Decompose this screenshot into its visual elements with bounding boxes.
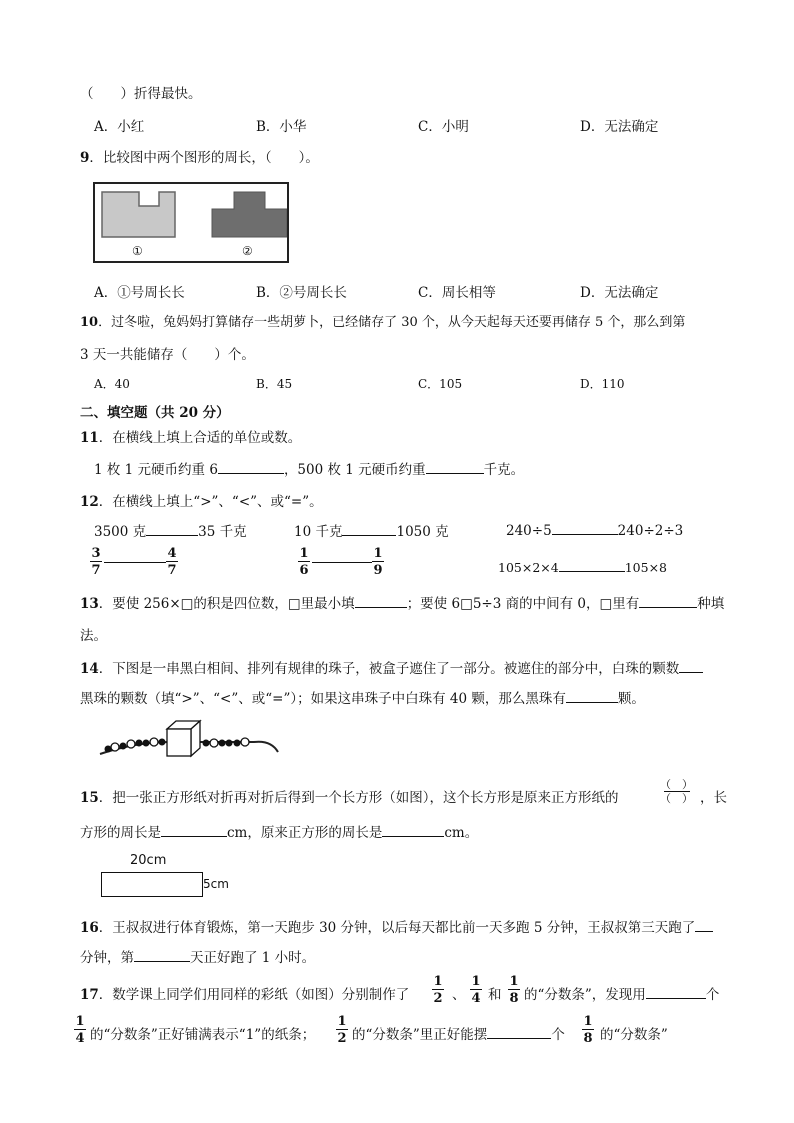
q17-part-a: [80, 983, 409, 1003]
q17-text-d: 的“分数条”正好铺满表示“1”的纸条；: [90, 1027, 316, 1043]
q12-fraction-4-7: [166, 546, 178, 578]
q16-part-b: 分钟，第: [80, 950, 134, 966]
rect-height-label: 5cm: [203, 877, 229, 891]
q17-fraction-1-2-b: [336, 1014, 348, 1046]
q16-number: 16: [80, 920, 99, 936]
q15-part-c: 方形的周长是: [80, 825, 161, 841]
q17-part-b: [524, 983, 719, 1003]
q8-option-d[interactable]: D．无法确定: [580, 119, 659, 135]
q9-text: ．比较图中两个图形的周长，（ ）。: [89, 150, 319, 166]
q15-number: 15: [80, 790, 99, 806]
q17-text-f: 个: [551, 1027, 565, 1043]
q9-stem: [80, 146, 319, 166]
beads-right: [203, 738, 250, 747]
q8-option-b[interactable]: B．小华: [256, 119, 307, 135]
q15-part-e: cm。: [444, 825, 479, 841]
q15-line2: [80, 821, 478, 841]
beads-left: [105, 738, 166, 753]
q12-2-right: 1050 克: [396, 524, 449, 540]
q17-fraction-1-2: [432, 974, 444, 1006]
q12-blank-2[interactable]: [342, 521, 396, 536]
q9-option-b[interactable]: B．②号周长长: [256, 285, 347, 301]
q12-1-left: 3500 克: [94, 524, 147, 540]
q17-sep-2: 和: [488, 987, 502, 1003]
q12-6-right: 105×8: [624, 560, 668, 575]
q11-part-b: ，500 枚 1 元硬币约重: [283, 462, 426, 478]
denominator-blank[interactable]: （ ）: [660, 792, 693, 805]
q17-number: 17: [80, 987, 99, 1003]
q14-part-b: 黑珠的颗数（填“>”、“<”、或“=”）；如果这串珠子中白珠有 40 颗，那么黑珠有: [80, 691, 566, 707]
numerator: 1: [583, 1014, 593, 1029]
shape-2: [212, 192, 287, 237]
q17-text-e: 的“分数条”里正好能摆: [352, 1027, 488, 1043]
q12-item-6: [498, 557, 667, 575]
q16-blank-1[interactable]: [695, 917, 713, 932]
q17-fraction-1-8-b: [582, 1014, 594, 1046]
numerator: 1: [337, 1014, 347, 1029]
q10-option-c[interactable]: C．105: [418, 377, 463, 391]
q9-option-c[interactable]: C．周长相等: [418, 285, 496, 301]
denominator: 7: [167, 563, 177, 578]
q12-number: 12: [80, 494, 99, 510]
bead-string-figure: [96, 716, 282, 760]
q14-part-c: 颗。: [617, 691, 645, 707]
q13-line1: [80, 592, 724, 612]
numerator: 1: [471, 974, 481, 989]
q9-option-d[interactable]: D．无法确定: [580, 285, 659, 301]
denominator: 9: [373, 563, 383, 578]
q12-2-left: 10 千克: [294, 524, 343, 540]
q15-part-b: ，长: [700, 790, 727, 806]
q11-text: ．在横线上填上合适的单位或数。: [98, 430, 302, 446]
q13-blank-2[interactable]: [639, 593, 697, 608]
q15-part-a: ．把一张正方形纸对折再对折后得到一个长方形（如图），这个长方形是原来正方形纸的: [98, 790, 619, 806]
q9-figure: [93, 182, 289, 263]
q15-fraction-blank[interactable]: [660, 778, 693, 805]
q12-6-left: 105×2×4: [498, 560, 559, 575]
q17-part-e: [352, 1023, 565, 1043]
q13-blank-1[interactable]: [355, 593, 407, 608]
q14-number: 14: [80, 661, 99, 677]
q15-blank-1[interactable]: [161, 822, 227, 837]
q10-stem-line1: [80, 311, 685, 330]
q16-part-a: ．王叔叔进行体育锻炼，第一天跑步 30 分钟，以后每天都比前一天多跑 5 分钟，王叔叔第三天跑了: [98, 920, 696, 936]
q14-line2: [80, 687, 645, 707]
q12-blank-4[interactable]: [104, 562, 166, 563]
q13-number: 13: [80, 596, 99, 612]
q12-3-left: 240÷5: [506, 523, 552, 539]
q10-number: 10: [80, 315, 99, 330]
q12-item-1: [94, 520, 247, 540]
denominator: 4: [75, 1031, 85, 1046]
q16-line2: [80, 946, 315, 966]
shape-1: [102, 192, 175, 237]
q13-part-a: ．要使 256×□的积是四位数，□里最小填: [98, 596, 355, 612]
shape-1-label: ①: [132, 244, 143, 258]
q17-blank-2[interactable]: [487, 1024, 551, 1039]
q12-stem: [80, 490, 323, 510]
q12-blank-6[interactable]: [559, 557, 625, 572]
q11-part-a: 1 枚 1 元硬币约重 6: [94, 462, 218, 478]
q10-stem-line2: 3 天一共能储存（ ）个。: [80, 347, 255, 363]
q12-blank-5[interactable]: [312, 562, 372, 563]
q15-line1: [80, 786, 619, 806]
q14-part-a: ．下图是一串黑白相间、排列有规律的珠子，被盒子遮住了一部分。被遮住的部分中，白珠的颗数: [98, 661, 680, 677]
numerator: 1: [433, 974, 443, 989]
q12-blank-3[interactable]: [552, 520, 618, 535]
q13-line2: 法。: [80, 628, 107, 644]
q11-number: 11: [80, 430, 99, 446]
cover-box: [167, 721, 200, 756]
q9-number: 9: [80, 150, 90, 166]
q11-blank-1[interactable]: [218, 459, 284, 474]
q17-fraction-1-4-b: [74, 1014, 86, 1046]
q15-blank-2[interactable]: [382, 822, 444, 837]
q14-blank-2[interactable]: [566, 688, 618, 703]
q10-option-b[interactable]: B．45: [256, 377, 293, 391]
q17-text-a: ．数学课上同学们用同样的彩纸（如图）分别制作了: [98, 987, 410, 1003]
q12-fraction-1-9: [372, 546, 384, 578]
shape-2-label: ②: [242, 244, 253, 258]
q16-blank-2[interactable]: [134, 947, 190, 962]
q11-part-c: 千克。: [483, 462, 525, 478]
q17-sep-1: 、: [452, 987, 466, 1003]
q12-3-right: 240÷2÷3: [617, 523, 684, 539]
q17-fraction-1-8: [508, 974, 520, 1006]
denominator: 4: [471, 991, 481, 1006]
q17-fraction-1-4: [470, 974, 482, 1006]
q17-text-g: 的“分数条”: [600, 1027, 668, 1043]
denominator: 6: [299, 563, 309, 578]
numerator: 1: [509, 974, 519, 989]
numerator: 1: [373, 546, 383, 561]
q14-line1: [80, 657, 703, 677]
q16-line1: [80, 916, 713, 936]
q17-text-b: 的“分数条”，发现用: [524, 987, 646, 1003]
numerator-blank[interactable]: （ ）: [660, 778, 693, 791]
q16-part-c: 天正好跑了 1 小时。: [190, 950, 316, 966]
q12-blank-1[interactable]: [146, 521, 198, 536]
denominator: 2: [337, 1031, 347, 1046]
q11-blank-2[interactable]: [426, 459, 484, 474]
rect-width-label: 20cm: [130, 853, 167, 868]
q17-blank-1[interactable]: [646, 984, 706, 999]
denominator: 8: [583, 1031, 593, 1046]
q10-option-a[interactable]: A．40: [94, 377, 130, 391]
q12-text: ．在横线上填上“>”、“<”、或“=”。: [98, 494, 323, 510]
q12-fraction-1-6: [298, 546, 310, 578]
q8-option-a[interactable]: A．小红: [94, 119, 145, 135]
q10-option-d[interactable]: D．110: [580, 377, 625, 391]
numerator: 3: [91, 546, 101, 561]
q12-item-2: [294, 520, 449, 540]
section-title: 二、填空题（共 20 分）: [80, 405, 230, 421]
denominator: 8: [509, 991, 519, 1006]
q8-tail: （ ）折得最快。: [80, 86, 202, 102]
q13-part-b: ；要使 6□5÷3 商的中间有 0，□里有: [406, 596, 640, 612]
q11-line: [94, 458, 524, 478]
q10-text: ．过冬啦，兔妈妈打算储存一些胡萝卜，已经储存了 30 个，从今天起每天还要再储存 5 个，那么到第: [98, 315, 686, 330]
numerator: 1: [299, 546, 309, 561]
q9-option-a[interactable]: A．①号周长长: [94, 285, 185, 301]
denominator: 2: [433, 991, 443, 1006]
q14-blank-1[interactable]: [679, 658, 703, 673]
q8-option-c[interactable]: C．小明: [418, 119, 469, 135]
q13-part-c: 种填: [697, 596, 725, 612]
rectangle-figure: [101, 872, 203, 897]
q12-1-right: 35 千克: [198, 524, 247, 540]
q12-item-3: [506, 520, 683, 539]
q11-stem: [80, 426, 301, 446]
numerator: 4: [167, 546, 177, 561]
q9-shapes: [95, 184, 287, 261]
q12-fraction-3-7: [90, 546, 102, 578]
q17-text-c: 个: [705, 987, 720, 1003]
numerator: 1: [75, 1014, 85, 1029]
q15-part-d: cm，原来正方形的周长是: [227, 825, 383, 841]
denominator: 7: [91, 563, 101, 578]
